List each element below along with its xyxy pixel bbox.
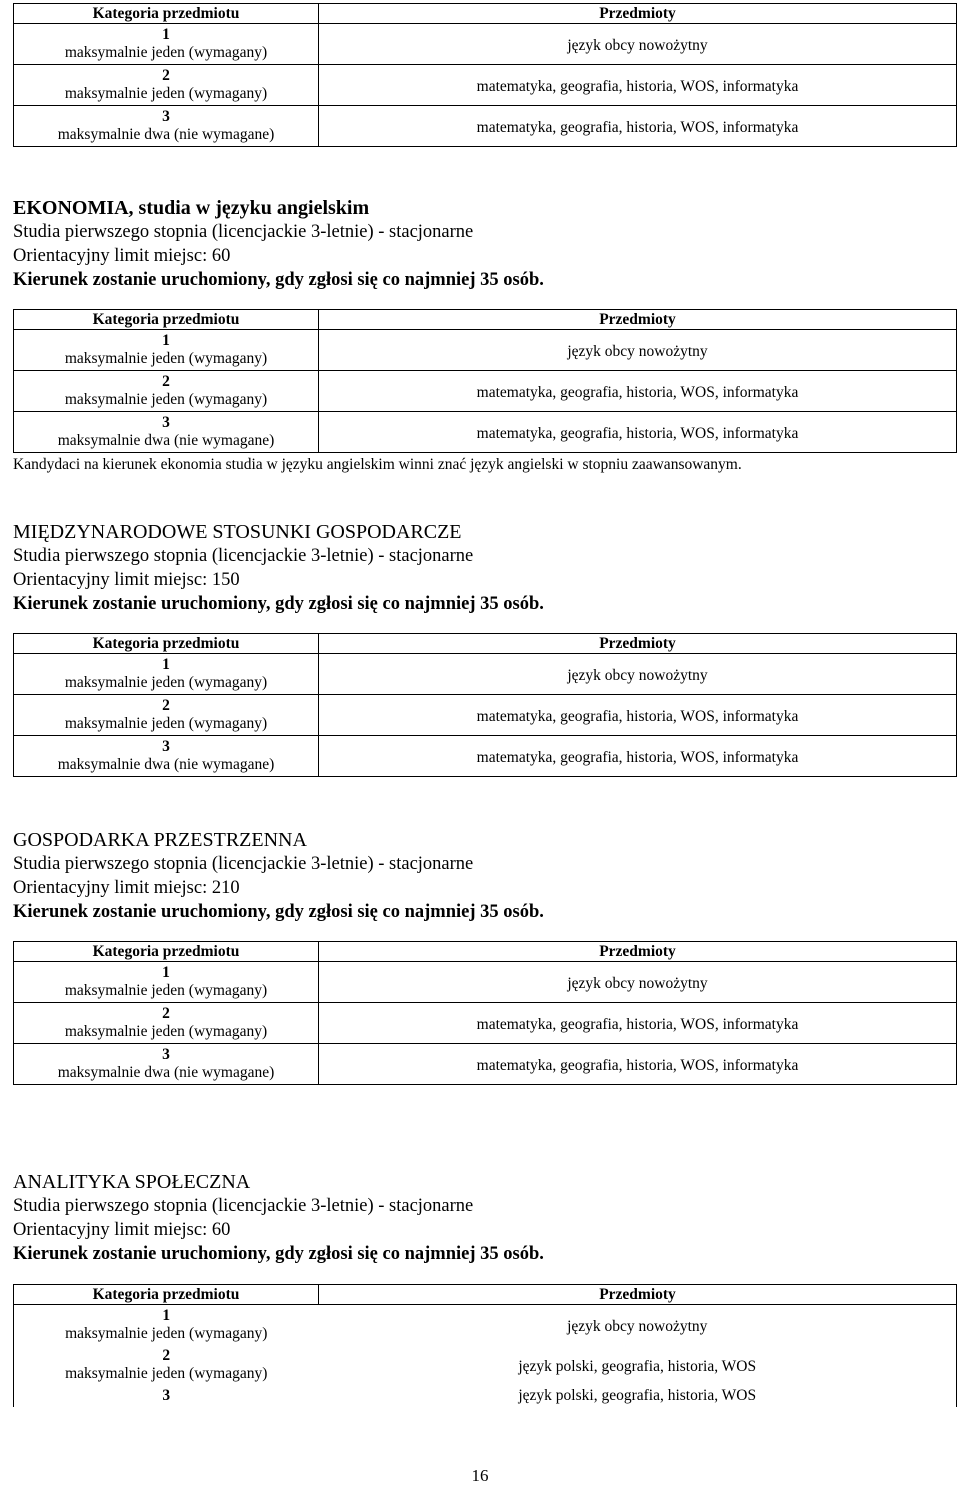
subjects-cell: język obcy nowożytny [567,1318,708,1335]
subjects-header: Przedmioty [319,1285,957,1305]
subjects-cell: matematyka, geografia, historia, WOS, informatyka [319,371,957,412]
subjects-cell: matematyka, geografia, historia, WOS, informatyka [319,1003,957,1044]
subjects-cell: matematyka, geografia, historia, WOS, informatyka [319,695,957,736]
category-header: Kategoria przedmiotu [14,310,319,330]
page-number: 16 [471,1466,489,1485]
category-header: Kategoria przedmiotu [14,4,319,24]
category-cell: 3 [162,1387,171,1404]
section-heading [13,828,544,924]
subject-table-0 [13,3,957,147]
category-header: Kategoria przedmiotu [14,942,319,962]
category-cell: 1 maksymalnie jeden (wymagany) [14,654,319,695]
subjects-cell: matematyka, geografia, historia, WOS, informatyka [319,412,957,453]
category-cell: 1 maksymalnie jeden (wymagany) [14,962,319,1003]
category-header: Kategoria przedmiotu [14,1285,319,1305]
places-limit: Orientacyjny limit miejsc: 60 [13,246,231,266]
section-heading [13,520,544,616]
subject-table-1 [13,309,957,453]
study-level: Studia pierwszego stopnia (licencjackie 3-letnie) - stacjonarne [13,854,474,874]
subjects-cell: matematyka, geografia, historia, WOS, informatyka [319,106,957,147]
category-cell: 1 maksymalnie jeden (wymagany) [65,1307,268,1342]
subjects-header: Przedmioty [319,634,957,654]
launch-condition: Kierunek zostanie uruchomiony, gdy zgłosi się co najmniej 35 osób. [13,594,544,614]
launch-condition: Kierunek zostanie uruchomiony, gdy zgłosi się co najmniej 35 osób. [13,1244,544,1264]
section-heading [13,196,544,292]
subjects-cell: język polski, geografia, historia, WOS [518,1358,757,1375]
subject-table-3 [13,941,957,1085]
section-title: GOSPODARKA PRZESTRZENNA [13,829,307,851]
category-cell: 2 maksymalnie jeden (wymagany) [14,1003,319,1044]
launch-condition: Kierunek zostanie uruchomiony, gdy zgłosi się co najmniej 35 osób. [13,902,544,922]
study-level: Studia pierwszego stopnia (licencjackie 3-letnie) - stacjonarne [13,1196,474,1216]
subjects-header: Przedmioty [319,310,957,330]
subjects-cell: matematyka, geografia, historia, WOS, informatyka [319,736,957,777]
category-cell: 3 maksymalnie dwa (nie wymagane) [14,1044,319,1085]
study-level: Studia pierwszego stopnia (licencjackie 3-letnie) - stacjonarne [13,222,474,242]
subjects-cell: matematyka, geografia, historia, WOS, informatyka [319,65,957,106]
subjects-cell: język polski, geografia, historia, WOS [518,1387,757,1404]
language-note: Kandydaci na kierunek ekonomia studia w języku angielskim winni znać język angielski w stopniu zaawansowanym. [13,456,742,473]
subjects-cell: język obcy nowożytny [319,654,957,695]
section-title: MIĘDZYNARODOWE STOSUNKI GOSPODARCZE [13,521,462,543]
category-cell: 2 maksymalnie jeden (wymagany) [14,695,319,736]
subjects-header: Przedmioty [319,4,957,24]
subjects-header: Przedmioty [319,942,957,962]
category-cell: 1 maksymalnie jeden (wymagany) [14,330,319,371]
category-cell: 2 maksymalnie jeden (wymagany) [65,1347,268,1382]
subjects-cell: matematyka, geografia, historia, WOS, informatyka [319,1044,957,1085]
section-title: ANALITYKA SPOŁECZNA [13,1171,251,1193]
category-cell: 3 maksymalnie dwa (nie wymagane) [14,736,319,777]
section-heading [13,1170,544,1266]
subjects-cell: język obcy nowożytny [319,330,957,371]
launch-condition: Kierunek zostanie uruchomiony, gdy zgłosi się co najmniej 35 osób. [13,270,544,290]
category-cell: 1 maksymalnie jeden (wymagany) [14,24,319,65]
places-limit: Orientacyjny limit miejsc: 150 [13,570,240,590]
section-title: EKONOMIA, studia w języku angielskim [13,197,370,219]
category-cell: 2 maksymalnie jeden (wymagany) [14,371,319,412]
places-limit: Orientacyjny limit miejsc: 60 [13,1220,231,1240]
category-cell: 2 maksymalnie jeden (wymagany) [14,65,319,106]
study-level: Studia pierwszego stopnia (licencjackie 3-letnie) - stacjonarne [13,546,474,566]
subjects-cell: język obcy nowożytny [319,962,957,1003]
subject-table-4 [13,1284,957,1407]
subjects-cell: język obcy nowożytny [319,24,957,65]
category-cell: 3 maksymalnie dwa (nie wymagane) [14,106,319,147]
subject-table-2 [13,633,957,777]
category-header: Kategoria przedmiotu [14,634,319,654]
places-limit: Orientacyjny limit miejsc: 210 [13,878,240,898]
category-cell: 3 maksymalnie dwa (nie wymagane) [14,412,319,453]
